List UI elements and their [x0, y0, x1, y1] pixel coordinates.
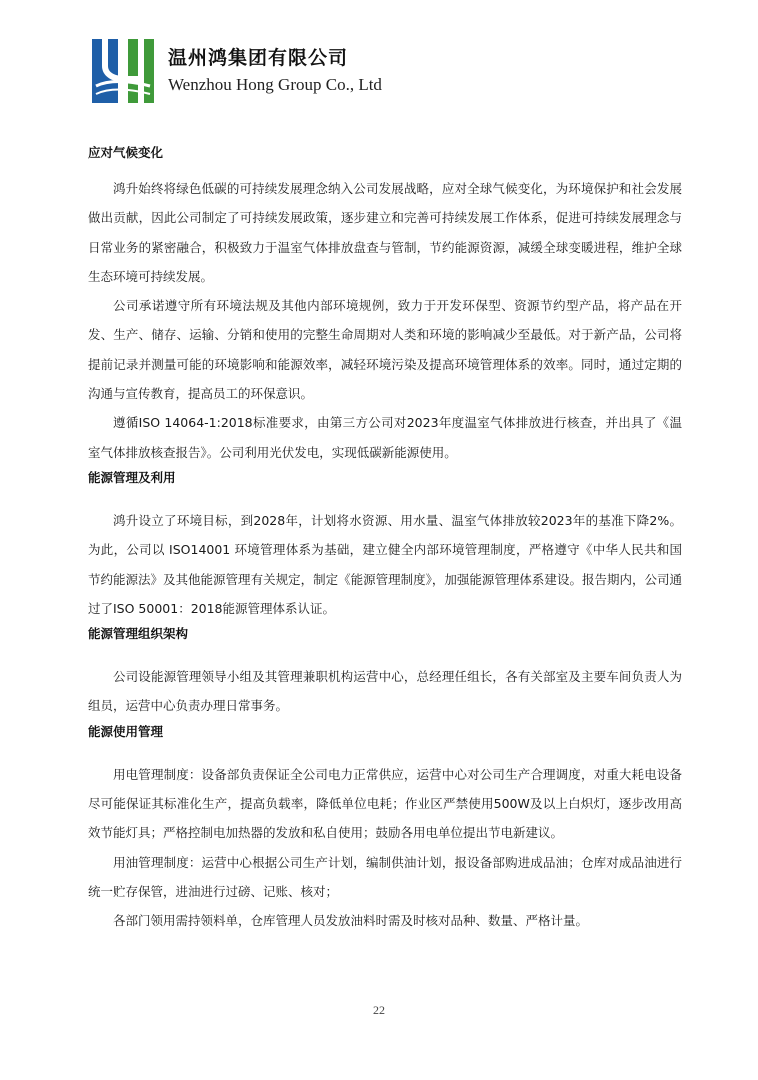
section-heading-energy-management: 能源管理及利用 [88, 469, 176, 485]
section-heading-energy-usage: 能源使用管理 [88, 723, 164, 739]
document-body [88, 143, 682, 936]
paragraph: 各部门领用需持领料单，仓库管理人员发放油料时需及时核对品种、数量、严格计量。 [113, 913, 589, 929]
page-number: 22 [373, 1003, 385, 1017]
company-name-en: Wenzhou Hong Group Co., Ltd [168, 75, 382, 94]
paragraph: 公司设能源管理领导小组及其管理兼职机构运营中心，总经理任组长，各有关部室及主要车间负责人为组员，运营中心负责办理日常事务。 [88, 669, 682, 714]
paragraph: 用电管理制度：设备部负责保证全公司电力正常供应，运营中心对公司生产合理调度，对重大耗电设备尽可能保证其标准化生产，提高负载率，降低单位电耗；作业区严禁使用500W及以上白炽灯，逐步改用高效节能灯具；严格控制电加热器的发放和私自使用；鼓励各用电单位提出节电新建议。 [88, 766, 682, 841]
paragraph: 公司承诺遵守所有环境法规及其他内部环境规例，致力于开发环保型、资源节约型产品，将产品在开发、生产、储存、运输、分销和使用的完整生命周期对人类和环境的影响减少至最低。对于新产品，公司将提前记录并测量可能的环境影响和能源效率，减轻环境污染及提高环境管理体系的效率。同时，通过定期的沟通与宣传教育，提高员工的环保意识。 [88, 298, 682, 402]
company-name-block [168, 46, 382, 96]
paragraph: 用油管理制度：运营中心根据公司生产计划，编制供油计划，报设备部购进成品油；仓库对成品油进行统一贮存保管，进油进行过磅、记账、核对； [88, 854, 682, 899]
paragraph: 鸿升始终将绿色低碳的可持续发展理念纳入公司发展战略，应对全球气候变化，为环境保护和社会发展做出贡献，因此公司制定了可持续发展政策，逐步建立和完善可持续发展工作体系，促进可持续发展理念与日常业务的紧密融合，积极致力于温室气体排放盘查与管制，节约能源资源，减缓全球变暖进程，维护全球生态环境可持续发展。 [88, 181, 682, 284]
hong-group-logo-icon [88, 36, 158, 106]
section-heading-climate: 应对气候变化 [88, 145, 164, 160]
page-header [88, 36, 382, 106]
paragraph: 鸿升设立了环境目标，到2028年，计划将水资源、用水量、温室气体排放较2023年的基准下降2%。为此，公司以 ISO14001 环境管理体系为基础，建立健全内部环境管理制度，严格遵守《中华人民共和国节约能源法》及其他能源管理有关规定，制定《能源管理制度》，加强能源管理体系建设。报告期内，公司通过了ISO 50001：2018能源管理体系认证。 [88, 512, 682, 616]
section-heading-energy-organization: 能源管理组织架构 [88, 626, 189, 642]
paragraph: 遵循ISO 14064-1:2018标准要求，由第三方公司对2023年度温室气体排放进行核查，并出具了《温室气体排放核查报告》。公司利用光伏发电，实现低碳新能源使用。 [88, 415, 682, 460]
company-name-cn: 温州鸿集团有限公司 [168, 47, 349, 69]
